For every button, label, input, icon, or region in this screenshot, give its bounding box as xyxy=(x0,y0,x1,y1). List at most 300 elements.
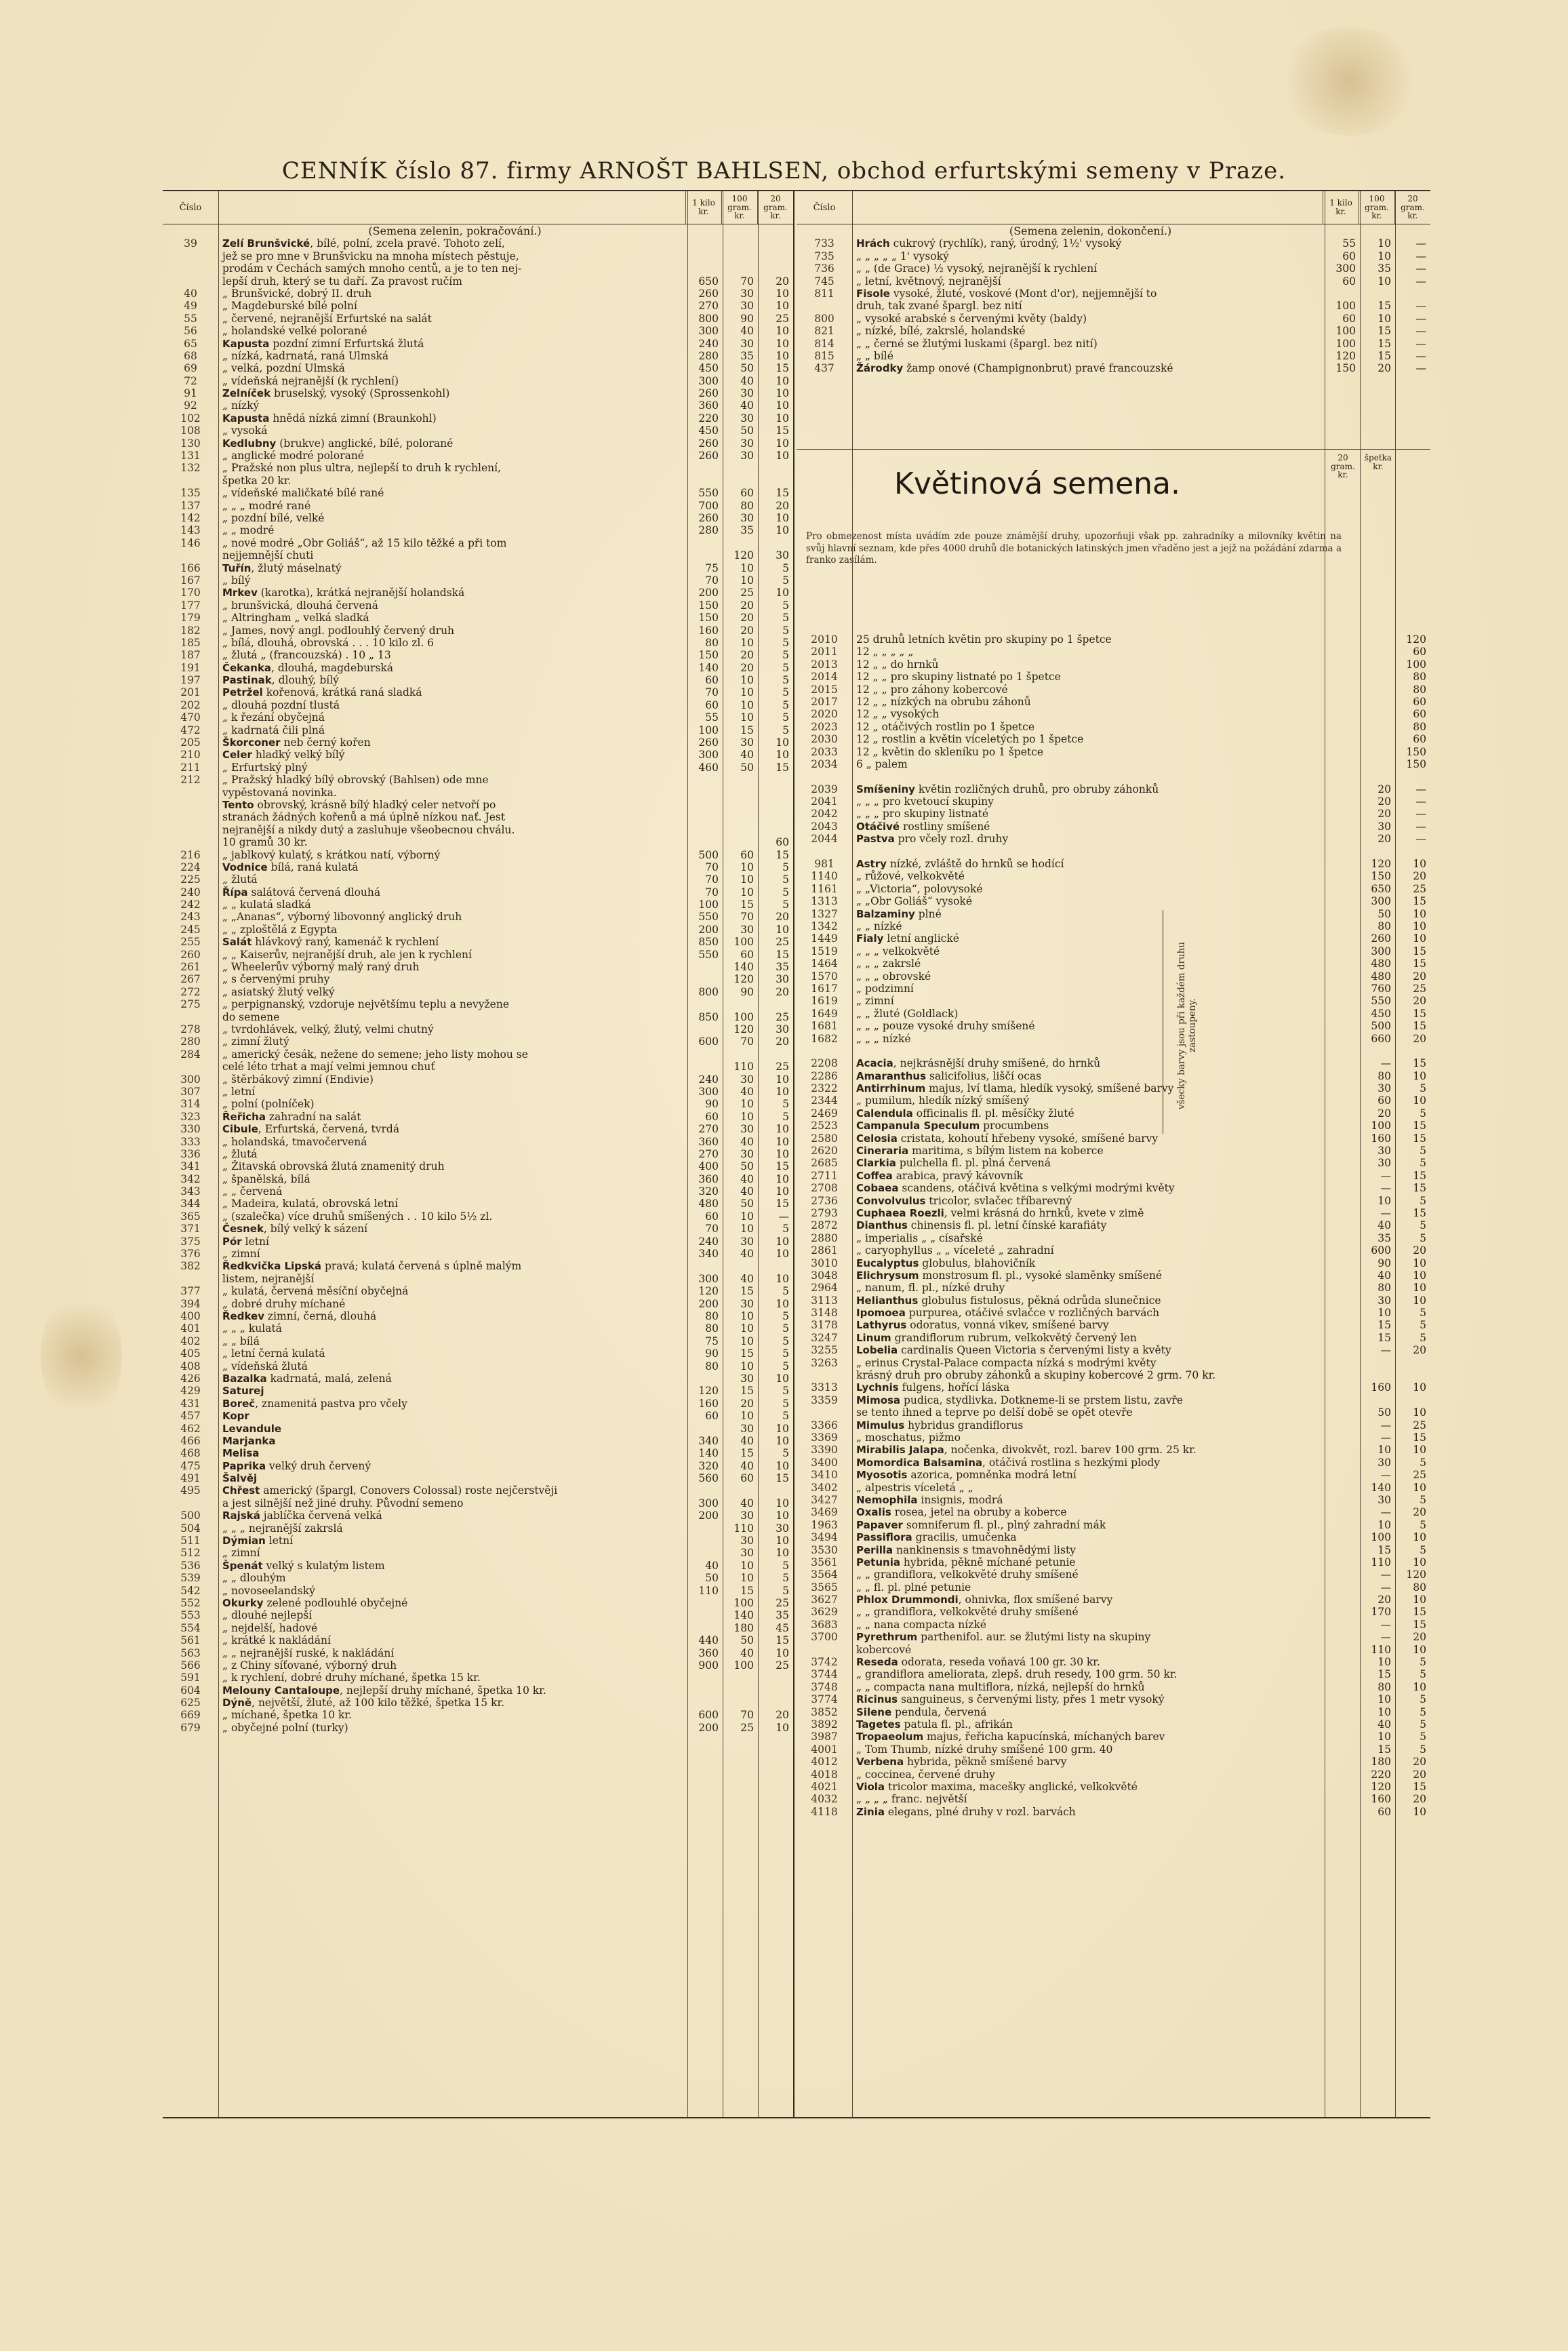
item-number: 92 xyxy=(184,399,197,412)
price-cell: 100 xyxy=(698,898,719,911)
price-cell: 70 xyxy=(705,686,719,699)
item-number: 814 xyxy=(814,337,835,350)
price-cell: 10 xyxy=(1413,1680,1426,1693)
price-cell: 25 xyxy=(1413,882,1426,895)
table-row xyxy=(797,1170,1430,1182)
price-cell: — xyxy=(1380,1618,1391,1631)
price-cell-empty xyxy=(1325,1207,1360,1219)
flower-intro-text: Pro obmezenost místa uvádím zde pouze známější druhy, upozorňuji však pp. zahradníky a milovníky květin na svůj hlavní seznam, kde přes 4000 druhů dle botanických latinských jmen vřaděno jest a jejž na požádání zdarma a franko zasílám. xyxy=(806,531,1342,566)
price-cell: 850 xyxy=(698,1010,719,1023)
price-cell: 10 xyxy=(776,412,789,424)
item-number: 735 xyxy=(814,250,835,262)
table-row xyxy=(163,1709,793,1721)
table-row xyxy=(797,1369,1430,1381)
price-cell: 15 xyxy=(740,898,754,911)
price-cell xyxy=(1360,1045,1395,1057)
item-number: 260 xyxy=(180,948,201,961)
item-number: 811 xyxy=(814,287,835,300)
item-number: 512 xyxy=(180,1547,201,1560)
table-row xyxy=(797,237,1430,250)
rule-right-name xyxy=(852,191,853,2117)
item-number: 500 xyxy=(180,1509,201,1522)
price-cell: 5 xyxy=(1420,1157,1426,1170)
price-cell-empty xyxy=(1325,1681,1360,1693)
item-name: „ zimní xyxy=(222,1248,260,1261)
table-row xyxy=(797,1207,1430,1219)
price-cell: 70 xyxy=(740,911,754,924)
right-column xyxy=(797,191,1430,2117)
item-number xyxy=(163,836,218,848)
item-name: Dýně, největší, žluté, až 100 kilo těžké, špetka 15 kr. xyxy=(222,1697,505,1710)
price-cell: 20 xyxy=(1378,1594,1391,1606)
item-number: 72 xyxy=(184,374,197,387)
table-row xyxy=(163,936,793,948)
item-name: „ „ černé se žlutými luskami (špargl. bez nití) xyxy=(856,337,1098,350)
price-cell: 20 xyxy=(740,624,754,637)
rule-left-20g xyxy=(758,191,759,2117)
price-cell xyxy=(758,1697,793,1709)
item-name: Mimulus hybridus grandiflorus xyxy=(856,1419,1024,1431)
item-number: 495 xyxy=(180,1484,201,1497)
item-number: 3469 xyxy=(811,1506,838,1519)
price-cell xyxy=(758,237,793,250)
table-row xyxy=(797,758,1430,770)
price-cell: — xyxy=(1415,250,1426,262)
item-name: „ „ „ zakrslé xyxy=(856,957,921,970)
price-cell: 30 xyxy=(740,1422,754,1435)
price-cell: 70 xyxy=(740,1709,754,1722)
price-cell: 220 xyxy=(1371,1768,1391,1781)
price-cell: 10 xyxy=(776,1073,789,1086)
table-row xyxy=(163,1173,793,1185)
price-cell xyxy=(687,799,723,811)
table-row xyxy=(797,1394,1430,1406)
price-cell: 10 xyxy=(740,674,754,687)
price-cell: 240 xyxy=(698,1073,719,1086)
item-name: Česnek, bílý velký k sázení xyxy=(222,1223,368,1236)
price-cell xyxy=(1395,770,1430,783)
price-cell xyxy=(1360,684,1395,696)
price-cell xyxy=(758,787,793,799)
item-number: 39 xyxy=(184,237,197,250)
price-cell: 20 xyxy=(776,911,789,924)
price-cell: 5 xyxy=(782,711,789,724)
price-cell: 5 xyxy=(782,686,789,699)
price-cell: 40 xyxy=(740,399,754,412)
price-cell: 30 xyxy=(740,736,754,749)
table-row xyxy=(163,1360,793,1372)
price-cell: 200 xyxy=(698,923,719,936)
price-cell: 10 xyxy=(776,287,789,300)
table-row xyxy=(797,1008,1430,1020)
item-number: 3148 xyxy=(811,1307,838,1320)
item-name: „ „ bílá xyxy=(222,1335,260,1347)
item-number: 280 xyxy=(180,1035,201,1048)
price-cell: 170 xyxy=(1371,1606,1391,1619)
price-cell xyxy=(1395,1357,1430,1369)
table-row xyxy=(163,1609,793,1621)
price-cell: 200 xyxy=(698,1297,719,1310)
table-row xyxy=(797,1619,1430,1631)
table-row xyxy=(797,1219,1430,1231)
price-cell: 75 xyxy=(705,1335,719,1347)
price-cell: 100 xyxy=(1406,658,1426,671)
price-cell-empty xyxy=(1325,795,1360,808)
table-row xyxy=(163,1722,793,1734)
price-cell-empty xyxy=(1325,1332,1360,1344)
price-cell: — xyxy=(1415,820,1426,833)
table-row xyxy=(163,500,793,512)
price-cell: 25 xyxy=(776,1061,789,1073)
price-cell: 340 xyxy=(698,1248,719,1261)
price-cell: — xyxy=(1415,808,1426,821)
price-cell-empty xyxy=(1325,1232,1360,1244)
price-cell xyxy=(758,824,793,836)
price-cell: 400 xyxy=(698,1160,719,1173)
price-cell-empty xyxy=(1325,783,1360,795)
price-cell: 20 xyxy=(1413,1631,1426,1644)
item-number: 102 xyxy=(180,412,201,424)
price-cell: 20 xyxy=(1378,1107,1391,1120)
item-number: 2322 xyxy=(811,1082,838,1095)
price-cell xyxy=(687,1597,723,1609)
item-name: 12 „ „ pro záhony kobercové xyxy=(856,683,1008,696)
table-row xyxy=(163,237,793,250)
item-name: „ kadrnatá čili plná xyxy=(222,724,325,736)
price-cell: 140 xyxy=(698,1447,719,1460)
item-name: „ holandská, tmavočervená xyxy=(222,1135,367,1148)
table-row xyxy=(163,849,793,861)
table-row xyxy=(163,1423,793,1435)
item-number: 131 xyxy=(180,450,201,462)
price-cell: 500 xyxy=(1371,1020,1391,1033)
price-cell: 10 xyxy=(740,711,754,724)
table-row xyxy=(163,973,793,985)
item-number: 3366 xyxy=(811,1419,838,1431)
price-cell: 10 xyxy=(776,1646,789,1659)
price-cell: 120 xyxy=(1406,633,1426,646)
table-row xyxy=(163,861,793,873)
item-number: 745 xyxy=(814,275,835,288)
table-row xyxy=(797,275,1430,288)
rule-left-kilo xyxy=(687,191,688,2117)
table-row xyxy=(163,1322,793,1335)
price-cell xyxy=(1325,288,1360,300)
item-name: „ „Ananas“, výborný libovonný anglický druh xyxy=(222,911,462,924)
item-name: 12 „ „ vysokých xyxy=(856,708,940,721)
item-number: 3255 xyxy=(811,1344,838,1357)
item-name: „ vídeňské maličkaté bílé rané xyxy=(222,487,384,500)
price-cell: 10 xyxy=(776,736,789,749)
price-cell: 20 xyxy=(776,1035,789,1048)
item-number: 3313 xyxy=(811,1381,838,1394)
price-cell xyxy=(687,1697,723,1709)
header-100g: 100 gram. kr. xyxy=(1359,191,1395,224)
item-number: 3178 xyxy=(811,1319,838,1332)
price-cell xyxy=(723,799,758,811)
price-cell: 10 xyxy=(1378,250,1391,262)
item-name: „ k rychlení, dobré druhy míchané, špetka 15 kr. xyxy=(222,1672,481,1684)
price-cell: 10 xyxy=(776,437,789,450)
price-cell: 480 xyxy=(698,1198,719,1210)
table-row xyxy=(797,895,1430,907)
price-cell-empty xyxy=(1325,1269,1360,1282)
price-cell: 150 xyxy=(698,612,719,625)
price-cell: 5 xyxy=(782,1572,789,1585)
price-cell: 120 xyxy=(698,1285,719,1298)
price-cell: 5 xyxy=(782,1447,789,1460)
item-number: 3700 xyxy=(811,1631,838,1644)
table-row xyxy=(797,1406,1430,1419)
item-name: „ Wheelerův výborný malý raný druh xyxy=(222,961,420,974)
item-name: Pyrethrum parthenifol. aur. se žlutými listy na skupiny xyxy=(856,1631,1151,1644)
price-cell: 600 xyxy=(1371,1244,1391,1257)
price-cell-empty xyxy=(1325,833,1360,845)
price-cell: — xyxy=(1380,1431,1391,1444)
item-number: 2620 xyxy=(811,1145,838,1158)
item-name: „ žlutá xyxy=(222,1147,258,1160)
price-cell xyxy=(687,549,723,561)
table-row xyxy=(163,1210,793,1223)
item-number: 341 xyxy=(180,1160,201,1173)
table-row xyxy=(797,300,1430,312)
item-name: jež se pro mne v Brunšvicku na mnoha místech pěstuje, xyxy=(222,250,519,262)
item-number: 2344 xyxy=(811,1094,838,1107)
item-name: „ „ (de Grace) ½ vysoký, nejranější k rychlení xyxy=(856,262,1098,275)
table-row xyxy=(797,1307,1430,1319)
price-cell: — xyxy=(1415,362,1426,375)
header-kilo: 1 kilo kr. xyxy=(686,191,722,224)
price-cell xyxy=(1360,733,1395,745)
price-cell: 10 xyxy=(776,450,789,462)
item-name: „ kulatá, červená měsíční obyčejná xyxy=(222,1285,409,1298)
table-row xyxy=(797,1781,1430,1793)
price-cell: 15 xyxy=(1413,1431,1426,1444)
price-cell-empty xyxy=(1325,983,1360,995)
price-cell xyxy=(758,475,793,487)
item-number: 142 xyxy=(180,511,201,524)
table-row xyxy=(797,684,1430,696)
price-cell: 5 xyxy=(782,636,789,649)
price-cell-empty xyxy=(1325,1295,1360,1307)
item-name: „ „ compacta nana multiflora, nízká, nejlepší do hrnků xyxy=(856,1680,1145,1693)
price-cell-empty xyxy=(1325,1195,1360,1207)
table-row xyxy=(797,1743,1430,1756)
price-cell xyxy=(687,961,723,973)
price-cell: 5 xyxy=(1420,1731,1426,1743)
item-number: 561 xyxy=(180,1634,201,1647)
price-cell: 10 xyxy=(776,1172,789,1185)
price-cell: 160 xyxy=(1371,1793,1391,1806)
item-number: 491 xyxy=(180,1472,201,1485)
table-row xyxy=(797,1594,1430,1606)
price-cell-empty xyxy=(1325,932,1360,945)
item-number: 330 xyxy=(180,1123,201,1136)
table-row xyxy=(797,1157,1430,1169)
price-cell: 10 xyxy=(776,749,789,762)
item-name: Reseda odorata, reseda voňavá 100 gr. 30 kr. xyxy=(856,1656,1100,1669)
price-cell-empty xyxy=(1325,684,1360,696)
table-row xyxy=(163,1136,793,1148)
price-cell-empty xyxy=(1325,808,1360,820)
price-cell-empty xyxy=(1325,721,1360,733)
header-kilo: 1 kilo kr. xyxy=(1323,191,1359,224)
price-cell: 10 xyxy=(1378,237,1391,250)
price-cell: 5 xyxy=(782,873,789,886)
price-cell: 140 xyxy=(698,661,719,674)
item-name: Perilla nankinensis s tmavohnědými listy xyxy=(856,1543,1076,1556)
price-cell: 5 xyxy=(782,661,789,674)
price-cell: 15 xyxy=(1378,1743,1391,1756)
item-name: 6 „ palem xyxy=(856,757,908,770)
item-number: 3390 xyxy=(811,1444,838,1457)
table-row xyxy=(163,524,793,536)
left-header xyxy=(163,191,793,224)
table-row xyxy=(797,1544,1430,1556)
item-number: 1342 xyxy=(811,920,838,932)
item-name: „ „ dlouhým xyxy=(222,1572,286,1585)
item-number: 405 xyxy=(180,1347,201,1360)
item-name: „ „ „ pouze vysoké druhy smíšené xyxy=(856,1020,1035,1033)
price-cell-empty xyxy=(1325,1482,1360,1494)
price-cell: 60 xyxy=(740,1472,754,1485)
item-number: 539 xyxy=(180,1572,201,1585)
table-row xyxy=(163,686,793,698)
item-name: Petržel kořenová, krátká raná sladká xyxy=(222,686,422,699)
item-name: do semene xyxy=(222,1010,280,1023)
item-name: Ředkvička Lipská pravá; kulatá červená s úplně malým xyxy=(222,1260,522,1273)
price-cell: 150 xyxy=(698,649,719,662)
item-number: 3742 xyxy=(811,1656,838,1669)
price-cell: 180 xyxy=(1371,1756,1391,1769)
item-name: Passiflora gracilis, umučenka xyxy=(856,1531,1017,1544)
price-cell: 10 xyxy=(1413,1269,1426,1282)
price-cell: 55 xyxy=(1342,237,1356,250)
price-cell: 5 xyxy=(1420,1145,1426,1158)
price-cell: 15 xyxy=(1413,1618,1426,1631)
table-row xyxy=(797,338,1430,350)
price-cell: 30 xyxy=(740,287,754,300)
table-row xyxy=(797,1556,1430,1568)
item-number: 3852 xyxy=(811,1705,838,1718)
item-number: 2523 xyxy=(811,1120,838,1132)
price-cell: 30 xyxy=(740,437,754,450)
price-cell: 440 xyxy=(698,1634,719,1647)
price-cell: 460 xyxy=(698,761,719,774)
price-list-table xyxy=(163,190,1430,2118)
item-name: „ „ nejranější ruské, k nakládání xyxy=(222,1646,395,1659)
price-cell: — xyxy=(1415,325,1426,338)
price-cell-empty xyxy=(1325,846,1360,858)
item-number: 3263 xyxy=(811,1356,838,1369)
item-name: „ bílý xyxy=(222,574,251,587)
table-row xyxy=(797,1644,1430,1656)
item-name: „ „ „ „ „ 1' vysoký xyxy=(856,250,949,262)
item-name: Hrách cukrový (rychlík), raný, úrodný, 1½' vysoký xyxy=(856,237,1122,250)
price-cell: 560 xyxy=(698,1472,719,1485)
price-cell-empty xyxy=(1325,1394,1360,1406)
flower-section-title: Květinová semena. xyxy=(894,467,1180,501)
table-row xyxy=(163,412,793,424)
price-cell: 5 xyxy=(1420,1456,1426,1469)
item-name: „ erinus Crystal-Palace compacta nízká s modrými květy xyxy=(856,1356,1157,1369)
price-cell: 60 xyxy=(1413,708,1426,721)
price-cell: 80 xyxy=(1378,1680,1391,1693)
item-name: „ „ „ kulatá xyxy=(222,1322,282,1335)
item-number: 408 xyxy=(180,1360,201,1372)
item-name: Cobaea scandens, otáčivá květina s velkými modrými květy xyxy=(856,1182,1175,1195)
price-cell: 5 xyxy=(1420,1493,1426,1506)
item-number: 170 xyxy=(180,587,201,599)
item-number: 3427 xyxy=(811,1493,838,1506)
table-row xyxy=(163,462,793,474)
price-cell xyxy=(1360,1394,1395,1406)
item-number: 2793 xyxy=(811,1206,838,1219)
price-cell: 60 xyxy=(705,698,719,711)
item-number: 1617 xyxy=(811,982,838,995)
item-name: Clarkia pulchella fl. pl. plná červená xyxy=(856,1157,1051,1170)
price-cell xyxy=(1360,696,1395,708)
price-cell: 100 xyxy=(1371,1120,1391,1132)
price-cell: 60 xyxy=(1342,250,1356,262)
price-cell: 25 xyxy=(776,936,789,949)
item-number: 284 xyxy=(180,1048,201,1061)
item-number: 429 xyxy=(180,1385,201,1398)
price-cell: 10 xyxy=(776,1372,789,1385)
item-name: „ moschatus, pižmo xyxy=(856,1431,961,1444)
price-cell: 120 xyxy=(1335,349,1356,362)
price-cell: 10 xyxy=(776,387,789,400)
table-row xyxy=(797,858,1430,870)
item-number: 137 xyxy=(180,499,201,512)
item-name: Lobelia cardinalis Queen Victoria s červenými listy a květy xyxy=(856,1344,1171,1357)
table-row xyxy=(163,537,793,549)
item-name: „ nanum, fl. pl., nízké druhy xyxy=(856,1282,1005,1295)
item-name: Kapusta pozdní zimní Erfurtská žlutá xyxy=(222,337,424,350)
item-name xyxy=(852,846,1325,858)
table-row xyxy=(163,1385,793,1397)
price-cell: 25 xyxy=(776,1596,789,1609)
price-cell: 20 xyxy=(1413,1344,1426,1357)
price-cell: 10 xyxy=(740,686,754,699)
item-name: 12 „ rostlin a květin víceletých po 1 špetce xyxy=(856,733,1084,746)
price-cell-empty xyxy=(1325,1718,1360,1731)
item-name: Chřest americký (špargl, Conovers Colossal) roste nejčerstvěji xyxy=(222,1484,558,1497)
price-cell: 10 xyxy=(740,1360,754,1372)
item-name: nejranější a nikdy dutý a zasluhuje všeobecnou chválu. xyxy=(222,823,515,836)
price-cell: 10 xyxy=(1413,1069,1426,1082)
item-name: Astry nízké, zvláště do hrnků se hodící xyxy=(856,858,1064,871)
item-name: „ s červenými pruhy xyxy=(222,973,330,986)
item-name: Vodnice bílá, raná kulatá xyxy=(222,861,359,873)
price-cell-empty xyxy=(1325,733,1360,745)
table-row xyxy=(163,1223,793,1235)
price-cell: 20 xyxy=(1378,795,1391,808)
price-cell xyxy=(687,1622,723,1634)
price-cell: 5 xyxy=(782,624,789,637)
price-cell xyxy=(1360,671,1395,683)
table-row xyxy=(163,711,793,724)
price-cell-empty xyxy=(1325,746,1360,758)
item-number: 542 xyxy=(180,1584,201,1597)
table-row xyxy=(797,821,1430,833)
price-cell: 260 xyxy=(698,511,719,524)
price-cell-empty xyxy=(1325,1594,1360,1606)
price-cell-empty xyxy=(1325,1094,1360,1107)
price-cell-empty xyxy=(1325,1369,1360,1381)
price-cell: 30 xyxy=(1378,1145,1391,1158)
item-number: 191 xyxy=(180,661,201,674)
